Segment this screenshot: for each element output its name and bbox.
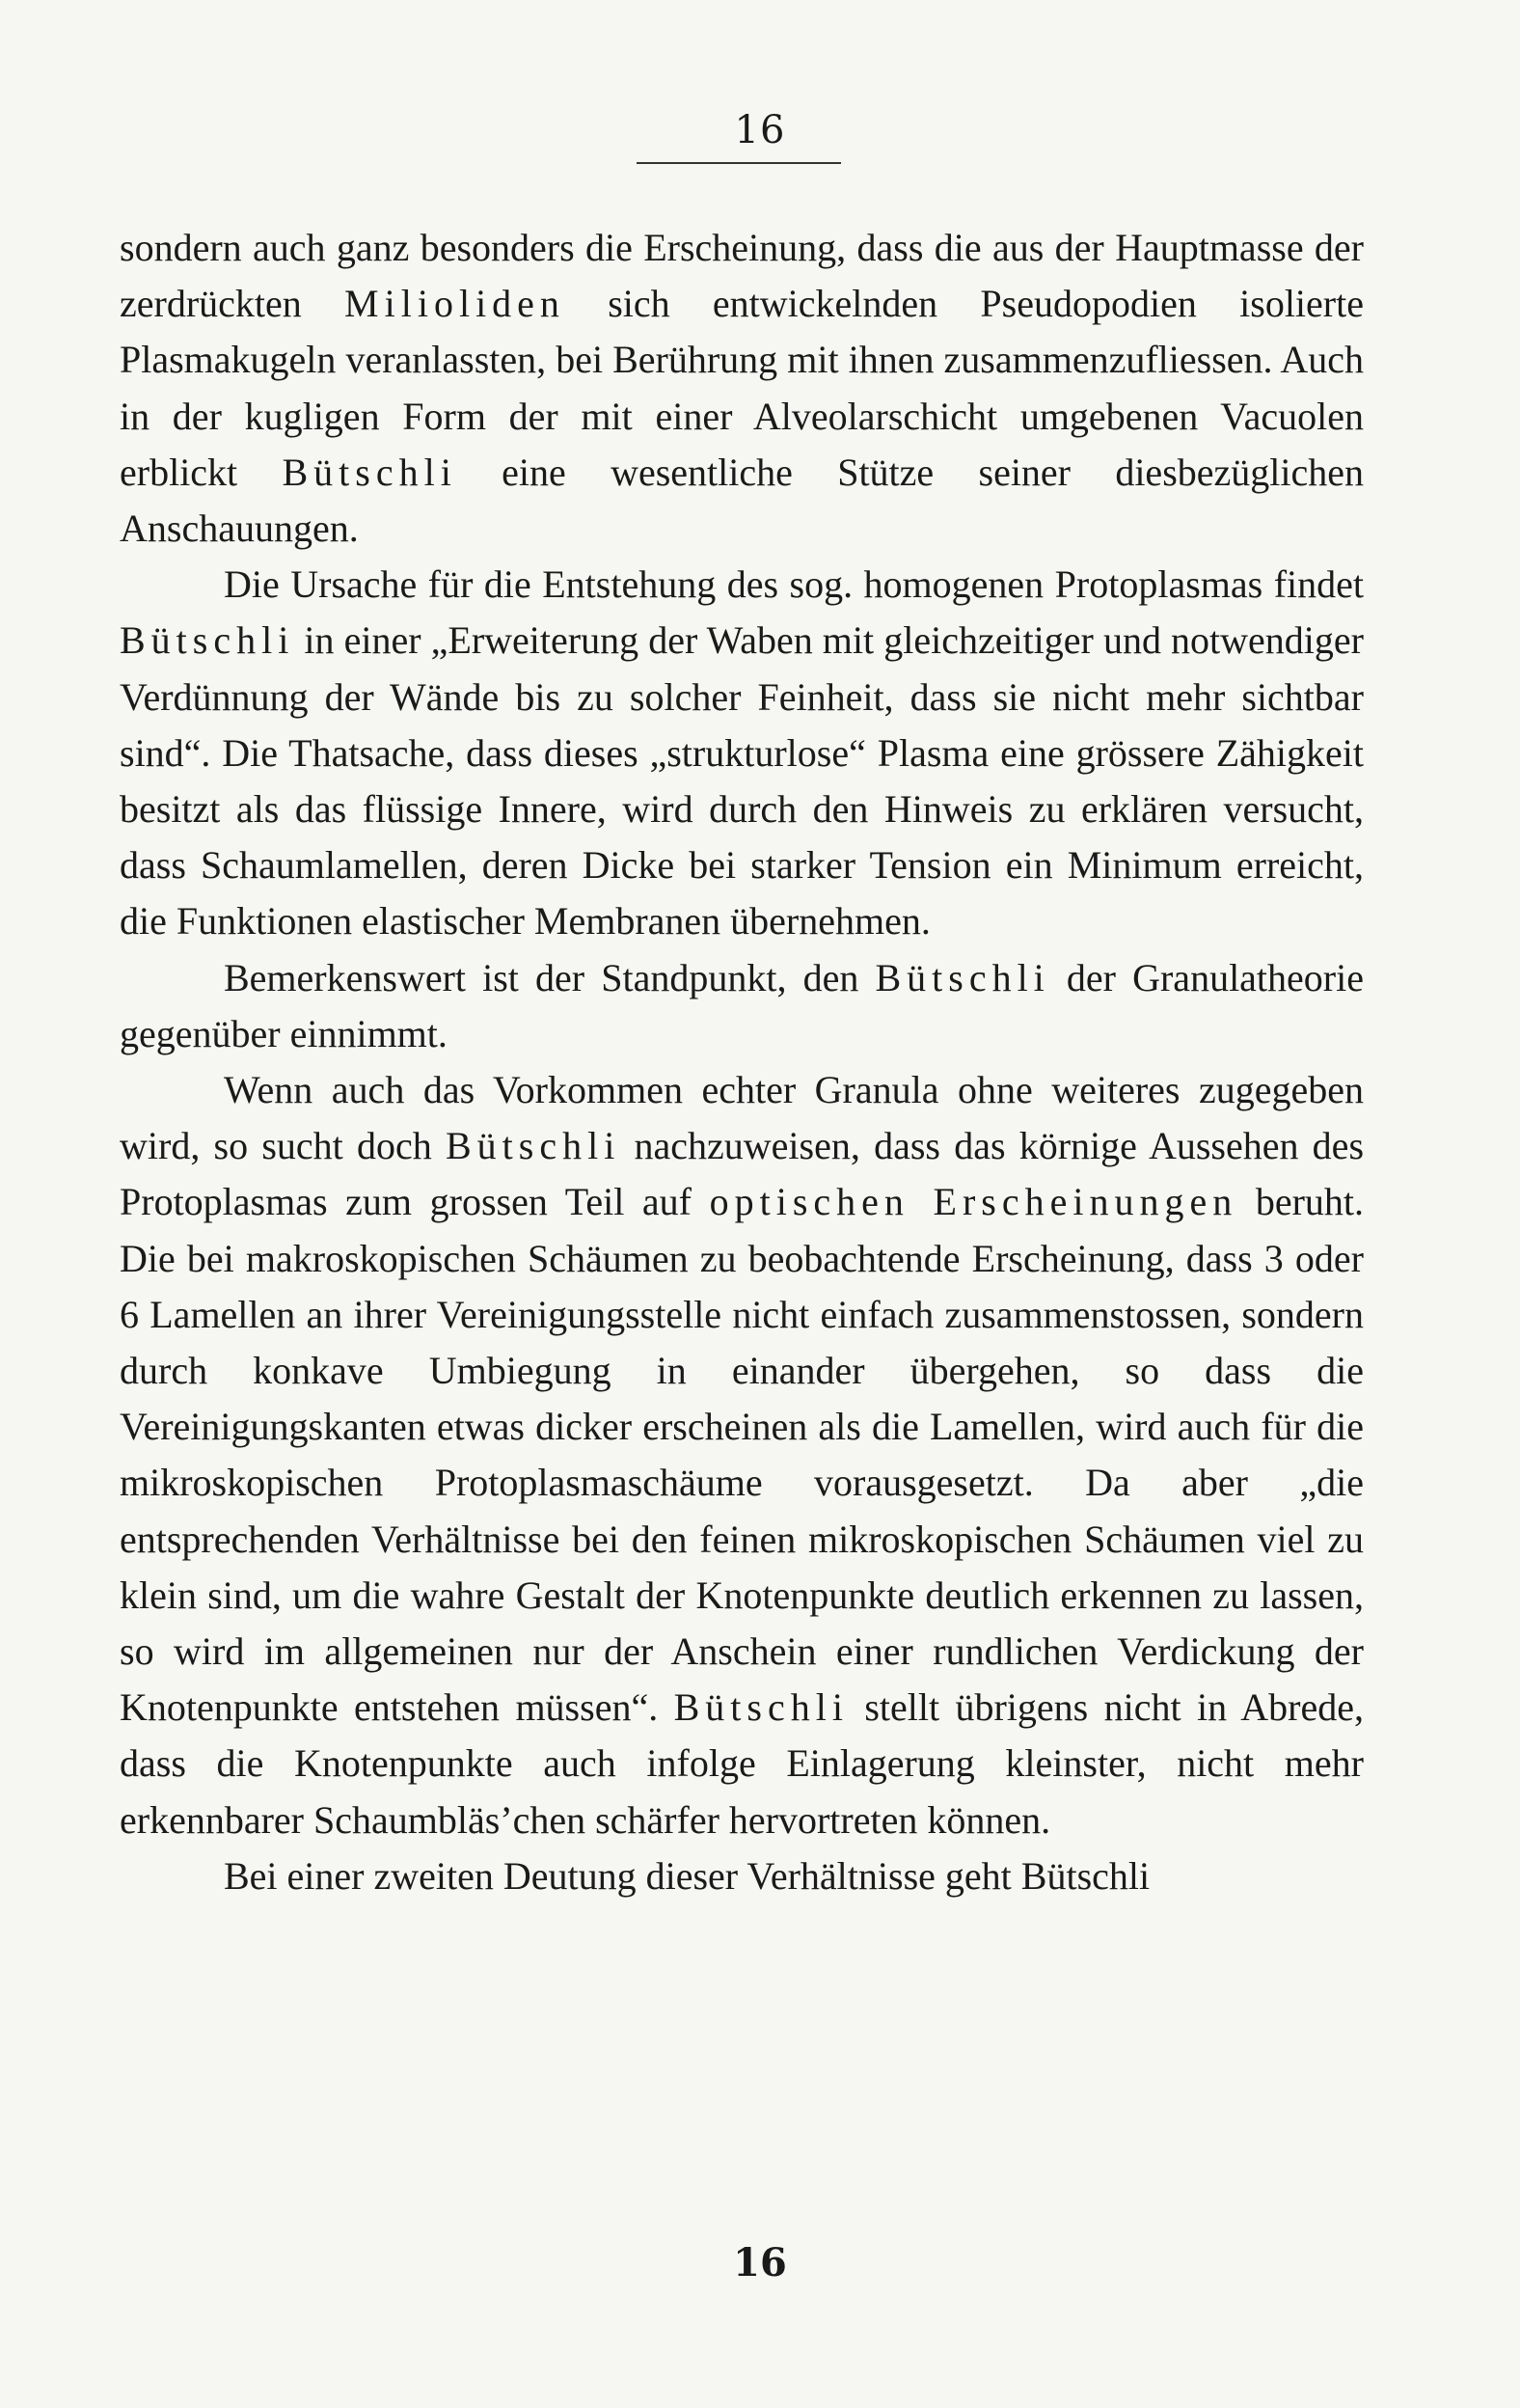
body-text bbox=[120, 220, 1364, 1904]
text-segment: der Granulatheorie gegenüber einnimmt. bbox=[120, 955, 1364, 1055]
spaced-name: Bütschli bbox=[673, 1685, 849, 1730]
paragraph-3 bbox=[120, 950, 1364, 1062]
spaced-name: Bütschli bbox=[282, 450, 457, 494]
text-segment: nachzuweisen, dass das körnige Aussehen des Protoplasmas zum grossen Teil auf bbox=[120, 1124, 1365, 1224]
text-segment: Bemerkenswert ist der Standpunkt, den bbox=[224, 955, 876, 999]
paragraph-4 bbox=[120, 1062, 1364, 1848]
page-number-bottom: 16 bbox=[733, 2240, 787, 2285]
spaced-name: Bütschli bbox=[445, 1124, 621, 1168]
paragraph-5 bbox=[120, 1848, 1364, 1904]
text-segment: Die Ursache für die Entstehung des sog. homogenen Protoplasmas findet bbox=[224, 562, 1364, 607]
spaced-name: Bütschli bbox=[120, 618, 295, 663]
text-segment: beruht. Die bei makroskopischen Schäumen zu beobachtende Erscheinung, dass 3 oder 6 Lamellen an ihrer Vereinigungsstelle nicht einfach zusammenstossen, sondern durch konkave Umbiegung in einander übergehen, so dass die Vereinigungskanten etwas dicker erscheinen als die Lamellen, wird auch für die mikroskopischen Protoplasmaschäume vorausgesetzt. Da aber „die entsprechenden Verhältnisse bei den feinen mikroskopischen Schäumen viel zu klein sind, um die wahre Gestalt der Knotenpunkte deutlich erkennen zu lassen, so wird im allgemeinen nur der Anschein einer rundlichen Verdickung der Knotenpunkte entstehen müssen“. bbox=[120, 1180, 1365, 1730]
page-number-top: 16 bbox=[734, 108, 786, 152]
text-segment: stellt übrigens nicht in Abrede, dass die Knotenpunkte auch infolge Einlagerung kleinster, nicht mehr erkennbarer Schaumbläs’chen schärfer hervortreten können. bbox=[120, 1685, 1364, 1842]
header-rule bbox=[637, 162, 841, 164]
paragraph-1 bbox=[120, 220, 1364, 557]
text-segment: Bei einer zweiten Deutung dieser Verhältnisse geht bbox=[224, 1853, 1021, 1898]
spaced-name: Milioliden bbox=[344, 282, 565, 326]
paragraph-2 bbox=[120, 557, 1364, 949]
text-segment: Wenn auch das Vorkommen echter Granula ohne weiteres zugegeben wird, so sucht doch bbox=[120, 1068, 1364, 1168]
text-segment: sondern auch ganz besonders die Erscheinung, dass die aus der Hauptmasse der zerdrückten bbox=[120, 226, 1364, 326]
spaced-term: optischen Erscheinungen bbox=[709, 1180, 1238, 1224]
text-segment: Bütschli bbox=[1020, 1853, 1151, 1898]
spaced-name: Bütschli bbox=[875, 955, 1050, 999]
text-segment: sich entwickelnden Pseudopodien isolierte Plasmakugeln veranlassten, bei Berührung mit ihnen zusammenzufliessen. Auch in der kugligen Form der mit einer Alveolarschicht umgebenen Vacuolen erblickt bbox=[120, 282, 1364, 494]
text-segment: in einer „Erweiterung der Waben mit gleichzeitiger und notwendiger Verdünnung der Wände bis zu solcher Feinheit, dass sie nicht mehr sichtbar sind“. Die Thatsache, dass dieses „strukturlose“ Plasma eine grössere Zähigkeit besitzt als das flüssige Innere, wird durch den Hinweis zu erklären versucht, dass Schaumlamellen, deren Dicke bei starker Tension ein Minimum erreicht, die Funktionen elastischer Membranen übernehmen. bbox=[120, 618, 1364, 944]
text-segment: eine wesentliche Stütze seiner diesbezüglichen Anschauungen. bbox=[120, 450, 1364, 551]
